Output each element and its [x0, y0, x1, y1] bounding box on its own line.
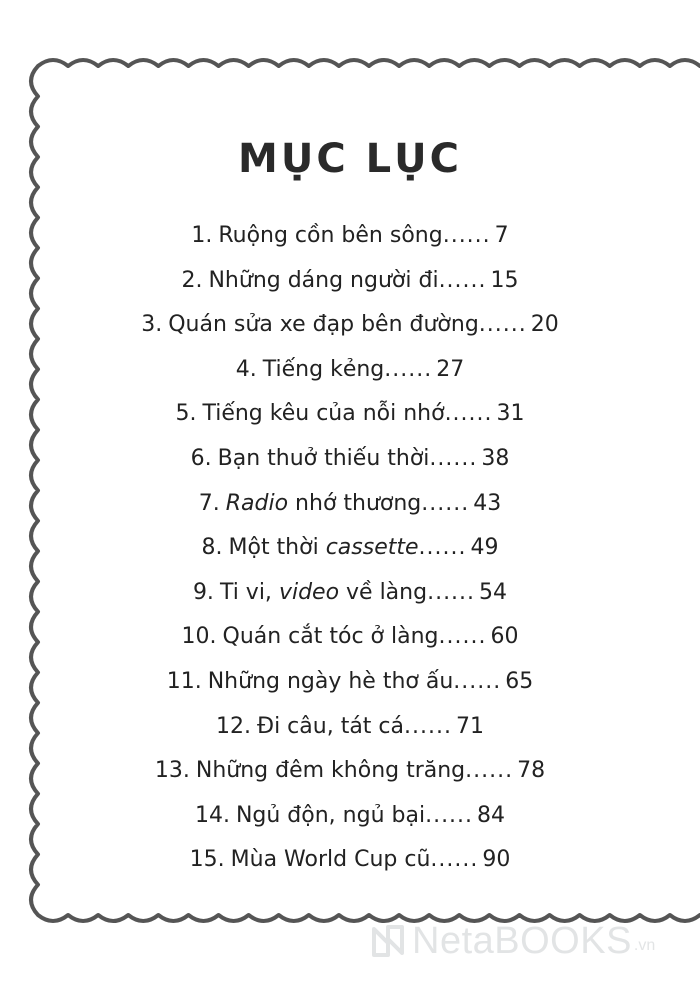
toc-page-number: 15 — [490, 267, 519, 293]
toc-entry — [0, 713, 700, 741]
toc-entry-number: 3. — [141, 312, 163, 338]
toc-leader-dots: ...... — [425, 802, 474, 828]
toc-entry-title: Ngủ độn, ngủ bại — [235, 802, 426, 828]
toc-entry-number: 13. — [154, 758, 190, 784]
toc-page-number: 90 — [482, 847, 511, 873]
toc-entry-number: 6. — [190, 446, 212, 471]
watermark-suffix: .vn — [633, 937, 656, 954]
toc-leader-dots: ...... — [421, 490, 470, 516]
toc-entry-title: Những đêm không trăng — [195, 758, 466, 784]
toc-leader-dots: ...... — [444, 401, 493, 427]
toc-page-number: 60 — [490, 624, 519, 650]
toc-entry-number: 4. — [235, 356, 257, 382]
toc-entry — [0, 534, 700, 562]
toc-leader-dots: ...... — [438, 267, 487, 293]
toc-entry — [0, 267, 700, 295]
toc-entry-title: Bạn thuở thiếu thời — [217, 446, 430, 471]
page-title: MỤC LỤC — [238, 136, 462, 182]
toc-leader-dots: ...... — [430, 847, 479, 873]
toc-entry-title: Những ngày hè thơ ấu — [207, 669, 454, 694]
toc-entry-title: cassette — [325, 535, 419, 561]
toc-page-number: 78 — [517, 758, 546, 784]
toc-leader-dots: ...... — [418, 535, 467, 561]
toc-page-number: 65 — [505, 669, 534, 694]
toc-entry-number: 12. — [216, 713, 252, 739]
toc-entry — [0, 623, 700, 651]
toc-page-number: 38 — [481, 446, 510, 471]
toc-entry-title: Radio — [225, 490, 289, 516]
toc-page-number: 7 — [494, 223, 509, 248]
toc-page-number: 84 — [477, 802, 506, 828]
toc-leader-dots: ...... — [404, 713, 452, 739]
toc-leader-dots: ...... — [438, 624, 487, 650]
toc-page-number: 43 — [473, 490, 502, 516]
toc-entry-title: Một thời — [228, 535, 326, 561]
toc-entry-number: 1. — [191, 223, 213, 248]
toc-page-number: 31 — [496, 401, 525, 427]
toc-entry-title: Những dáng người đi — [208, 267, 439, 293]
toc-leader-dots: ...... — [453, 669, 502, 694]
toc-page-number: 27 — [436, 356, 465, 382]
toc-leader-dots: ...... — [429, 446, 478, 471]
netabooks-logo-icon — [368, 921, 408, 961]
toc-entry — [0, 757, 700, 785]
toc-entry-number: 15. — [189, 847, 225, 873]
toc-page-number: 71 — [455, 713, 484, 739]
toc-entry — [0, 445, 700, 473]
toc-entry-number: 5. — [175, 401, 197, 427]
toc-entry — [0, 802, 700, 830]
toc-entry-title: Quán cắt tóc ở làng — [222, 624, 439, 650]
toc-entry — [0, 490, 700, 518]
toc-entry — [0, 846, 700, 874]
toc-entry-title: Quán sửa xe đạp bên đường — [168, 312, 479, 338]
toc-leader-dots: ...... — [478, 312, 527, 338]
toc-page-number: 49 — [470, 535, 499, 561]
toc-entry-title: về làng — [339, 579, 428, 605]
toc-entry-title: Tiếng kêu của nỗi nhớ — [202, 401, 445, 427]
toc-entry-number: 8. — [201, 535, 223, 561]
toc-leader-dots: ...... — [442, 223, 491, 248]
toc-entry-number: 9. — [192, 579, 214, 605]
toc-page-number: 20 — [530, 312, 559, 338]
watermark-brand: NetaBOOKS — [412, 919, 632, 962]
toc-entry-title: Ruộng cồn bên sông — [218, 223, 443, 248]
toc-entry-title: video — [278, 579, 340, 605]
watermark — [368, 921, 655, 961]
toc-page-number: 54 — [479, 579, 508, 605]
toc-entry-title: nhớ thương — [288, 490, 422, 516]
toc-entry-title: Mùa World Cup cũ — [230, 847, 431, 873]
toc-entry-title: Tiếng kẻng — [262, 356, 385, 382]
toc-entry-number: 7. — [198, 490, 220, 516]
toc-entry-title: Ti vi, — [219, 579, 279, 605]
toc-entry-number: 11. — [166, 669, 202, 694]
toc-entry-number: 14. — [194, 802, 230, 828]
toc-entry — [0, 400, 700, 428]
toc-entry — [0, 579, 700, 607]
toc-leader-dots: ...... — [384, 356, 433, 382]
toc-entry — [0, 222, 700, 250]
toc-entry-title: Đi câu, tát cá — [257, 713, 404, 739]
toc-entry — [0, 356, 700, 384]
toc-entry-number: 10. — [181, 624, 217, 650]
toc-entry — [0, 311, 700, 339]
toc-leader-dots: ...... — [427, 579, 476, 605]
toc-entry-number: 2. — [181, 267, 203, 293]
toc-leader-dots: ...... — [465, 758, 514, 784]
toc-entry — [0, 668, 700, 696]
